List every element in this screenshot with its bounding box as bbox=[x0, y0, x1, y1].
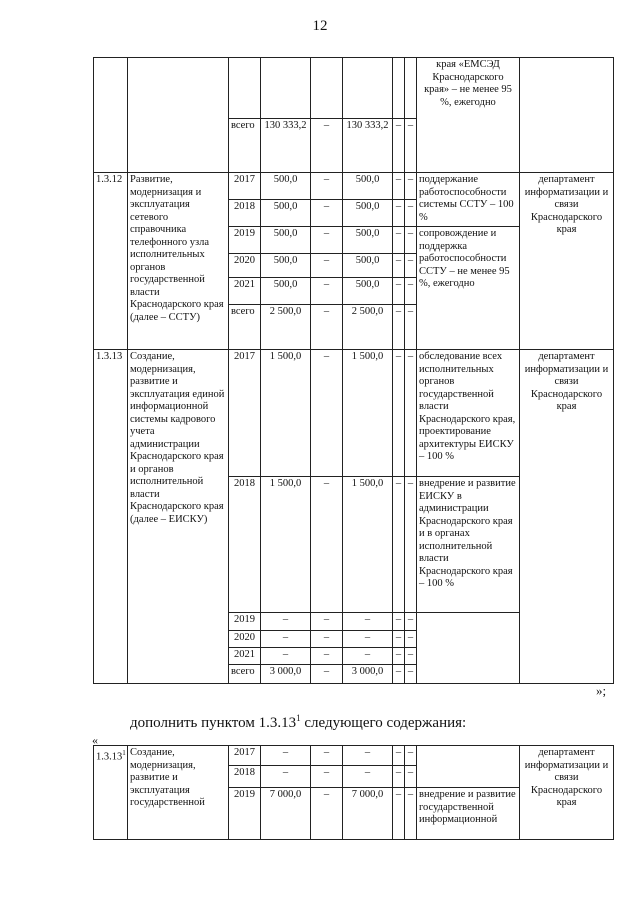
table-row: всего 3 000,0 – 3 000,0 – – bbox=[94, 665, 614, 684]
table-row bbox=[94, 58, 614, 119]
opening-quote: « bbox=[92, 733, 98, 747]
table-row: всего 130 333,2 – 130 333,2 – – bbox=[94, 119, 614, 173]
table-row: 2018 1 500,0 – 1 500,0 – – внедрение и развитие ЕИСКУ в администрации Краснодарского края и в органах исполнительной власти Краснодарского края – 100 % bbox=[94, 477, 614, 613]
item-number: 1.3.13 bbox=[94, 350, 128, 684]
item-name: Развитие, модернизация и эксплуатация сетевого справочника телефонного узла исполнительных органов государственной власти Краснодарского края (далее – ССТУ) bbox=[128, 173, 229, 350]
indicator-cell-empty bbox=[417, 613, 520, 684]
indicator-cell: внедрение и развитие государственной информационной bbox=[417, 788, 520, 840]
cell-number bbox=[94, 58, 128, 173]
table-row: 2021 500,0 – 500,0 – – bbox=[94, 278, 614, 305]
table-row: 2021 – – – – – bbox=[94, 648, 614, 665]
table-row: 2019 500,0 – 500,0 – – сопровождение и поддержка работоспособности ССТУ – не менее 95 %, ежегодно bbox=[94, 227, 614, 254]
indicator-cell: края «ЕМСЭД Краснодарского края» – не менее 95 %, ежегодно bbox=[417, 58, 520, 173]
new-item-table bbox=[93, 745, 614, 840]
executor-cell: департамент информатизации и связи Краснодарского края bbox=[520, 350, 614, 684]
table-row: всего 2 500,0 – 2 500,0 – – bbox=[94, 305, 614, 350]
cell-name bbox=[128, 58, 229, 173]
page-number: 12 bbox=[312, 18, 328, 34]
executor-cell: департамент информатизации и связи Краснодарского края bbox=[520, 173, 614, 350]
indicator-cell: сопровождение и поддержка работоспособности ССТУ – не менее 95 %, ежегодно bbox=[417, 227, 520, 350]
program-measures-table bbox=[93, 57, 614, 684]
table-row: 2018 500,0 – 500,0 – – bbox=[94, 200, 614, 227]
item-name: Создание, модернизация, развитие и эксплуатация единой информационной системы кадрового учета администрации Краснодарского края и органов исполнительной власти Краснодарского края (далее – ЕИСКУ) bbox=[128, 350, 229, 684]
closing-quote: »; bbox=[596, 683, 607, 698]
table-row: 2020 500,0 – 500,0 – – bbox=[94, 254, 614, 278]
item-number: 1.3.12 bbox=[94, 173, 128, 350]
table-row: 1.3.13$^1$ Создание, модернизация, развитие и эксплуатация государственной 2017 – – – – – департамент информатизации и связи Краснодарского края bbox=[94, 746, 614, 766]
amendment-text: дополнить пунктом 1.3.13$^1$ следующего содержания: bbox=[130, 713, 467, 731]
indicator-cell: внедрение и развитие ЕИСКУ в администрации Краснодарского края и в органах исполнительной власти Краснодарского края – 100 % bbox=[417, 477, 520, 613]
indicator-cell: поддержание работоспособности системы ССТУ – 100 % bbox=[417, 173, 520, 227]
table-row: 2018 – – – – – bbox=[94, 766, 614, 788]
item-number: 1.3.13$^1$ bbox=[94, 746, 128, 840]
item-name: Создание, модернизация, развитие и эксплуатация государственной bbox=[128, 746, 229, 840]
table-row: 2020 – – – – – bbox=[94, 631, 614, 648]
executor-cell: департамент информатизации и связи Краснодарского края bbox=[520, 746, 614, 840]
indicator-cell: обследование всех исполнительных органов государственной власти Краснодарского края, проектирование архитектуры ЕИСКУ – 100 % bbox=[417, 350, 520, 477]
executor-cell bbox=[520, 58, 614, 173]
table-row: 1.3.12 Развитие, модернизация и эксплуатация сетевого справочника телефонного узла исполнительных органов государственной власти Краснодарского края (далее – ССТУ) 2017 500,0 – 500,0 – – поддержание работоспособности системы ССТУ – 100 % департамент информатизации и связи Краснодарского края bbox=[94, 173, 614, 200]
table-row: 1.3.13 Создание, модернизация, развитие и эксплуатация единой информационной системы кадрового учета администрации Краснодарского края и органов исполнительной власти Краснодарского края (далее – ЕИСКУ) 2017 1 500,0 – 1 500,0 – – обследование всех исполнительных органов государственной власти Краснодарского края, проектирование архитектуры ЕИСКУ – 100 % департамент информатизации и связи Краснодарского края bbox=[94, 350, 614, 477]
indicator-cell-empty bbox=[417, 746, 520, 788]
table-row: 2019 7 000,0 – 7 000,0 – – внедрение и развитие государственной информационной bbox=[94, 788, 614, 840]
table-row: 2019 – – – – – bbox=[94, 613, 614, 631]
